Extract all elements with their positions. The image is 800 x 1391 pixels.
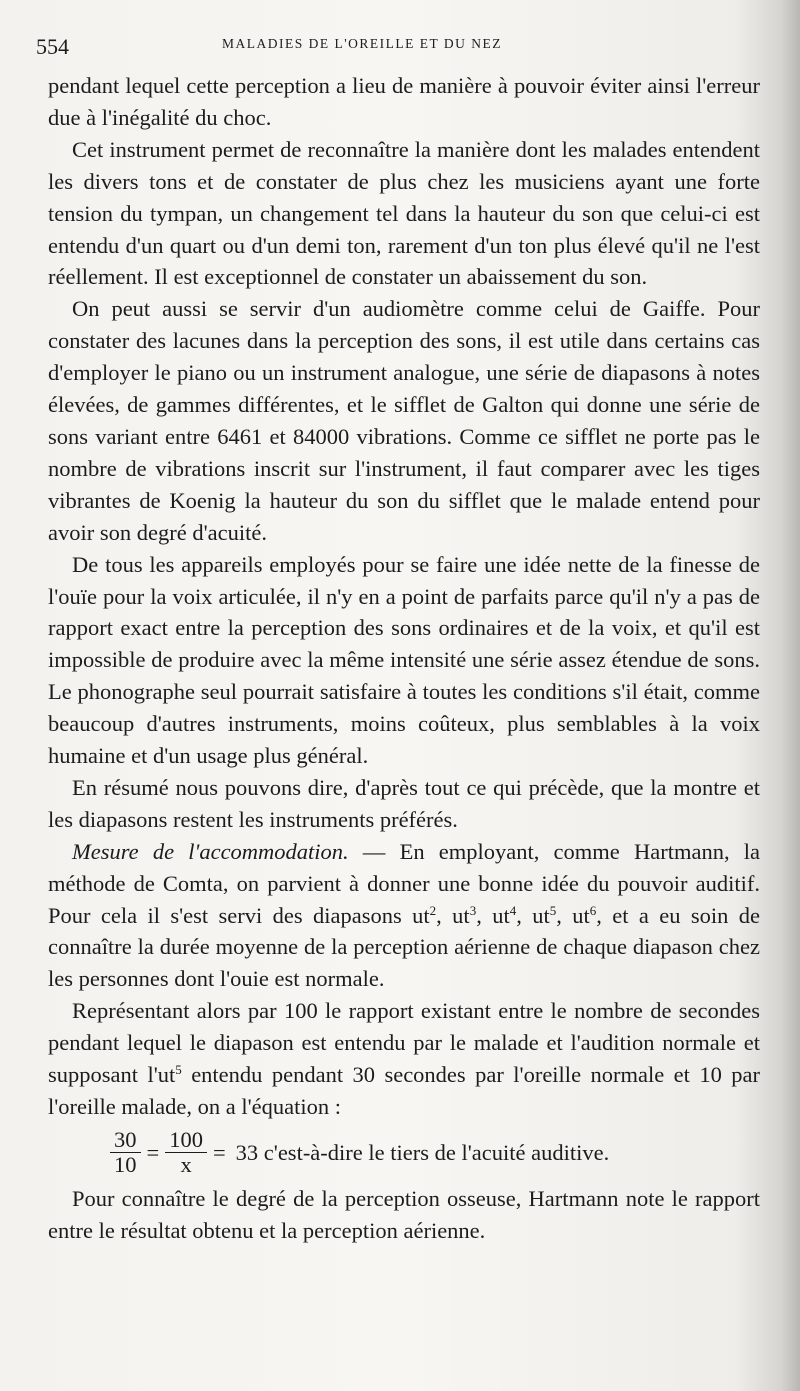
running-head [36, 30, 756, 60]
superscript: 3 [469, 902, 477, 918]
section-heading: Mesure de l'accommodation. [72, 838, 349, 864]
paragraph: En résumé nous pouvons dire, d'après tout ce qui précède, que la montre et les diapasons restent les instruments préférés. [48, 774, 760, 832]
separator: , ut [516, 902, 550, 928]
paragraph-text: entendu pendant 30 secondes par l'oreille normale et 10 par l'oreille malade, on a l'équation : [48, 1062, 760, 1119]
page-number: 554 [36, 34, 69, 59]
page-edge-shadow [782, 0, 800, 1391]
superscript: 5 [549, 902, 557, 918]
paragraph-text: — En employant, comme Hartmann, la méthode de Comta, on parvient à donner une bonne idée du pouvoir auditif. Pour cela il s'est servi des diapasons ut [48, 838, 760, 928]
numerator: 100 [165, 1128, 207, 1153]
body-text [48, 70, 760, 1247]
numerator: 30 [110, 1128, 141, 1153]
denominator: 10 [114, 1152, 137, 1178]
equals-sign: = [212, 1139, 226, 1165]
paragraph: pendant lequel cette perception a lieu de manière à pouvoir éviter ainsi l'erreur due à l'inégalité du choc. [48, 73, 760, 130]
paragraph: De tous les appareils employés pour se faire une idée nette de la finesse de l'ouïe pour la voix articulée, il n'y en a point de parfaits parce qu'il n'y a pas de rapport exact entre la perception des sons ordinaires et de la voix, et qu'il est impossible de produire avec la même intensité une série assez étendue de sons. Le phonographe seul pourrait satisfaire à toutes les conditions s'il était, comme beaucoup d'autres instruments, moins coûteux, plus semblables à la voix humaine et d'un usage plus général. [48, 551, 760, 769]
separator: , ut [476, 902, 510, 928]
superscript: 6 [589, 902, 597, 918]
equation-result: 33 c'est-à-dire le tiers de l'acuité auditive. [235, 1139, 610, 1165]
running-title: MALADIES DE L'OREILLE ET DU NEZ [222, 36, 503, 51]
paragraph: On peut aussi se servir d'un audiomètre comme celui de Gaiffe. Pour constater des lacunes dans la perception des sons, il est utile dans certains cas d'employer le piano ou un instrument analogue, une série de diapasons à notes élevées, de gammes différentes, et le sifflet de Galton qui donne une série de sons variant entre 6461 et 84000 vibrations. Comme ce sifflet ne porte pas le nombre de vibrations inscrit sur l'instrument, il faut comparer avec les tiges vibrantes de Koenig la hauteur du son du sifflet que le malade entend pour avoir son degré d'acuité. [48, 296, 760, 545]
equation [110, 1125, 760, 1181]
paragraph: Pour connaître le degré de la perception osseuse, Hartmann note le rapport entre le résultat obtenu et la perception aérienne. [48, 1185, 760, 1243]
fraction [165, 1128, 207, 1177]
accommodation-paragraph [48, 836, 760, 996]
paragraph-text: Représentant alors par 100 le rapport existant entre le nombre de secondes pendant lequel le diapason est entendu par le malade et l'audition normale et supposant l'ut [48, 998, 760, 1088]
paragraph: Cet instrument permet de reconnaître la manière dont les malades entendent les divers tons et de constater de plus chez les musiciens ayant une forte tension du tympan, un changement tel dans la hauteur du son que celui-ci est entendu d'un quart ou d'un demi ton, rarement d'un ton plus élevé qu'il ne l'est réellement. Il est exceptionnel de constater un abaissement du son. [48, 136, 760, 290]
denominator: x [180, 1152, 192, 1178]
equals-sign: = [146, 1139, 160, 1165]
fraction [110, 1128, 141, 1177]
superscript: 2 [429, 902, 437, 918]
separator: , ut [556, 902, 590, 928]
superscript: 4 [509, 902, 517, 918]
paragraph-text: , et a eu soin de connaître la durée moyenne de la perception aérienne de chaque diapason chez les personnes dont l'ouie est normale. [48, 902, 760, 992]
superscript: 5 [175, 1062, 182, 1078]
representing-paragraph [48, 995, 760, 1123]
separator: , ut [436, 902, 470, 928]
